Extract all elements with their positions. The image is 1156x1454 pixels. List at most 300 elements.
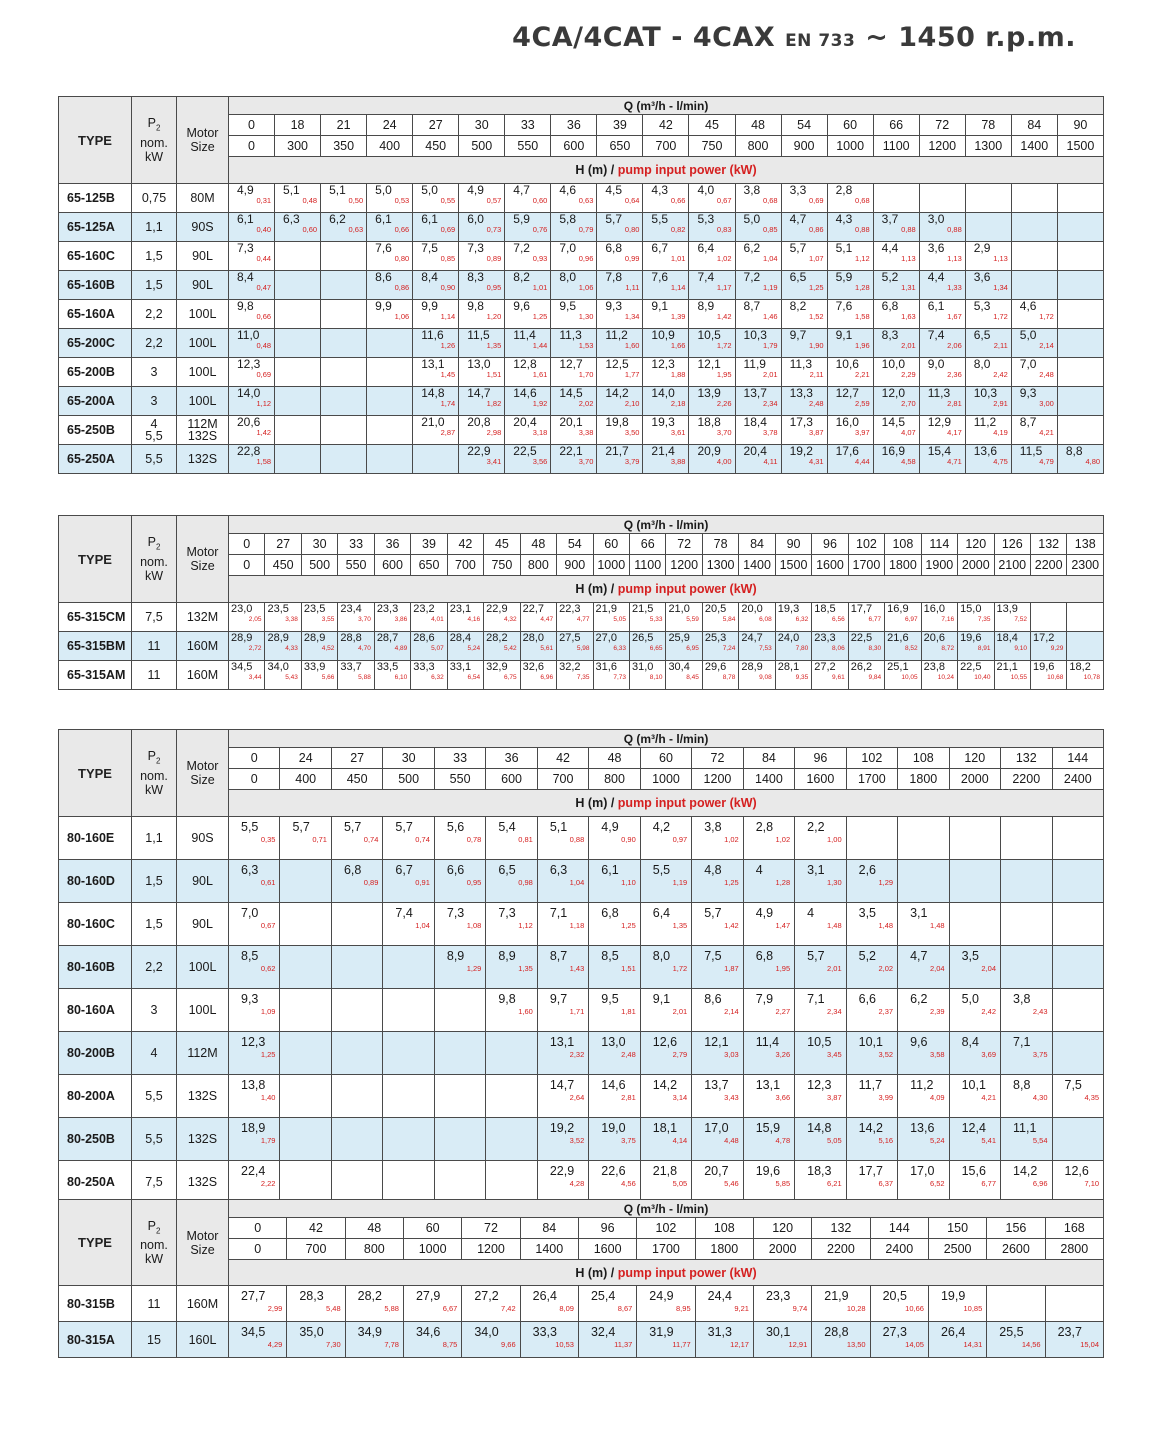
head-value: 10,3 — [973, 386, 998, 400]
flow-lmin-cell: 0 — [229, 555, 265, 576]
power-value: 8,91 — [977, 645, 991, 652]
power-value: 3,55 — [321, 616, 335, 623]
perf-cell — [873, 329, 919, 358]
head-value: 8,0 — [652, 949, 671, 963]
performance-table-80-315 — [58, 1199, 1104, 1358]
head-value: 6,6 — [446, 863, 465, 877]
power-value: 0,79 — [578, 225, 594, 234]
power-header — [132, 730, 177, 817]
perf-cell — [321, 242, 367, 271]
head-value: 12,0 — [881, 386, 906, 400]
power-value: 1,79 — [260, 1136, 276, 1145]
head-value: 7,5 — [1064, 1078, 1082, 1092]
flow-lmin-cell: 450 — [331, 769, 382, 790]
head-value: 12,9 — [927, 415, 952, 429]
performance-table-80-160-250 — [58, 729, 1104, 1204]
power-value: 3,03 — [724, 1050, 739, 1059]
power-value: 14,05 — [905, 1340, 924, 1349]
flow-m3h-cell: 36 — [551, 115, 597, 136]
perf-cell — [331, 989, 382, 1032]
motor-size: 132S — [177, 1118, 229, 1161]
power-value: 0,76 — [532, 225, 548, 234]
head-value: 21,5 — [631, 603, 654, 615]
head-value: 9,3 — [1019, 386, 1037, 400]
head-value: 23,1 — [449, 603, 472, 615]
perf-cell — [739, 661, 775, 690]
perf-cell — [689, 416, 735, 445]
head-label: H (m) / — [575, 582, 615, 596]
power-value: 5,24 — [929, 1136, 945, 1145]
motor-size: 90S — [177, 817, 229, 860]
perf-cell — [643, 242, 689, 271]
perf-cell — [345, 1286, 403, 1322]
perf-cell — [873, 271, 919, 300]
power-value: 14,31 — [963, 1340, 983, 1349]
head-value: 20,5 — [882, 1289, 907, 1303]
pump-type: 65-160A — [59, 300, 132, 329]
perf-cell — [229, 946, 280, 989]
flow-m3h-cell: 42 — [447, 534, 483, 555]
perf-cell — [919, 329, 965, 358]
pump-type: 65-160C — [59, 242, 132, 271]
power-value: 2,02 — [878, 964, 894, 973]
flow-lmin-cell: 2400 — [870, 1239, 928, 1260]
power-value: 1,43 — [569, 964, 585, 973]
power-value: 2,39 — [929, 1007, 945, 1016]
head-value: 22,9 — [549, 1164, 575, 1178]
head-value: 6,8 — [755, 949, 774, 963]
perf-cell — [505, 358, 551, 387]
table-row — [59, 817, 1104, 860]
flow-m3h-cell: 0 — [229, 1218, 287, 1239]
power-value: 0,89 — [363, 878, 379, 887]
head-value: 5,7 — [605, 212, 623, 226]
power-value: 1,12 — [855, 254, 870, 263]
head-value: 13,7 — [743, 386, 767, 400]
head-value: 12,3 — [237, 357, 261, 371]
power-value: 3,99 — [878, 1093, 894, 1102]
head-value: 3,5 — [858, 906, 877, 920]
perf-cell — [367, 271, 413, 300]
head-value: 25,9 — [668, 632, 690, 644]
head-value: 5,3 — [697, 212, 715, 226]
perf-cell — [898, 903, 949, 946]
power-value: 0,81 — [518, 835, 533, 844]
perf-cell — [629, 632, 665, 661]
perf-cell — [921, 603, 957, 632]
perf-cell — [321, 329, 367, 358]
head-value: 4,9 — [755, 906, 774, 920]
power-value: 8,10 — [649, 674, 663, 681]
perf-cell — [411, 661, 447, 690]
perf-cell — [695, 1286, 753, 1322]
perf-cell — [551, 213, 597, 242]
power-value: 2,11 — [993, 341, 1008, 350]
perf-cell — [1030, 632, 1066, 661]
head-value: 18,2 — [1069, 661, 1091, 673]
head-value: 8,7 — [549, 949, 568, 963]
perf-cell — [637, 1286, 695, 1322]
perf-cell — [965, 300, 1011, 329]
power-value: 2,79 — [672, 1050, 688, 1059]
perf-cell — [338, 603, 374, 632]
perf-cell — [331, 903, 382, 946]
power-value: 8,95 — [676, 1304, 691, 1313]
power-value: 2,42 — [993, 370, 1008, 379]
flow-m3h-cell: 42 — [643, 115, 689, 136]
perf-cell — [229, 1118, 280, 1161]
perf-cell — [1011, 271, 1057, 300]
power-value: 1,30 — [827, 878, 842, 887]
flow-m3h-cell: 132 — [1001, 748, 1052, 769]
table-row — [59, 358, 1104, 387]
head-value: 14,2 — [1013, 1164, 1038, 1178]
head-value: 8,2 — [789, 299, 807, 313]
flow-lmin-cell: 800 — [345, 1239, 403, 1260]
power-value: 1,48 — [878, 921, 894, 930]
head-value: 5,7 — [395, 820, 413, 834]
head-value: 33,3 — [413, 661, 435, 673]
perf-cell — [640, 1161, 691, 1204]
perf-cell — [873, 184, 919, 213]
table-row — [59, 1161, 1104, 1204]
perf-cell — [367, 329, 413, 358]
head-value: 12,8 — [513, 357, 537, 371]
flow-m3h-cell: 45 — [689, 115, 735, 136]
perf-cell — [486, 903, 537, 946]
perf-cell — [885, 661, 921, 690]
head-value: 9,3 — [241, 992, 259, 1006]
perf-cell — [743, 989, 794, 1032]
power-value: 3,97 — [855, 428, 870, 437]
power-value: 0,47 — [256, 283, 272, 292]
perf-cell — [1052, 860, 1104, 903]
perf-cell — [275, 213, 321, 242]
head-value: 3,3 — [789, 183, 807, 197]
power-value: 1,63 — [901, 312, 916, 321]
head-label: H (m) / — [575, 1265, 615, 1280]
table-row — [59, 1118, 1104, 1161]
perf-cell — [589, 1032, 640, 1075]
perf-cell — [434, 1118, 485, 1161]
power-value: 1,31 — [901, 283, 916, 292]
perf-cell — [640, 989, 691, 1032]
flow-m3h-cell: 84 — [743, 748, 794, 769]
head-value: 32,4 — [590, 1325, 616, 1339]
perf-cell — [597, 416, 643, 445]
power-value: 1,04 — [569, 878, 585, 887]
perf-cell — [593, 603, 629, 632]
power-value: 1,87 — [724, 964, 739, 973]
perf-cell — [287, 1322, 345, 1358]
power-value: 4,29 — [267, 1340, 283, 1349]
perf-cell — [1030, 603, 1066, 632]
power-value: 0,96 — [578, 254, 594, 263]
flow-m3h-cell: 114 — [921, 534, 957, 555]
power-value: 3,86 — [394, 616, 408, 623]
perf-cell — [643, 329, 689, 358]
head-power-header — [229, 157, 1104, 184]
perf-cell — [949, 817, 1000, 860]
table-row — [59, 1286, 1104, 1322]
perf-cell — [589, 860, 640, 903]
power-header — [132, 97, 177, 184]
head-value: 15,0 — [960, 603, 982, 615]
perf-cell — [666, 661, 702, 690]
head-value: 19,6 — [960, 632, 982, 644]
power-value: 0,91 — [415, 878, 430, 887]
perf-cell — [321, 300, 367, 329]
flow-m3h-cell: 30 — [459, 115, 505, 136]
head-value: 5,8 — [559, 212, 577, 226]
head-value: 27,0 — [595, 632, 617, 644]
power-value: 4,70 — [358, 645, 371, 652]
power-value: 2,05 — [248, 616, 262, 623]
head-value: 11,1 — [1013, 1121, 1037, 1135]
perf-cell — [949, 1161, 1000, 1204]
head-value: 13,9 — [996, 603, 1018, 615]
title-standard: EN 733 — [785, 31, 856, 51]
power-value: 0,68 — [855, 196, 870, 205]
power-value: 0,31 — [256, 196, 272, 205]
power-value: 1,02 — [724, 835, 739, 844]
perf-cell — [1011, 445, 1057, 474]
motor-size: 132S — [177, 1075, 229, 1118]
power-value: 0,61 — [260, 878, 276, 887]
power-value: 3,87 — [827, 1093, 842, 1102]
pump-power-kw-1: 4 — [150, 417, 158, 431]
head-value: 7,5 — [704, 949, 722, 963]
flow-lmin-cell: 1400 — [520, 1239, 578, 1260]
power-value: 1,29 — [466, 964, 482, 973]
power-value: 1,48 — [827, 921, 842, 930]
power-value: 2,22 — [260, 1179, 276, 1188]
power-value: 1,01 — [532, 283, 548, 292]
perf-cell — [229, 184, 275, 213]
perf-cell — [775, 603, 811, 632]
pump-power-kw-2: 5,5 — [145, 429, 163, 443]
power-value: 4,47 — [540, 616, 554, 623]
perf-cell — [781, 358, 827, 387]
power-value: 4,11 — [763, 457, 778, 466]
perf-cell — [1011, 358, 1057, 387]
perf-cell — [735, 416, 781, 445]
perf-cell — [692, 989, 743, 1032]
perf-cell — [987, 1322, 1045, 1358]
power-value: 3,52 — [878, 1050, 894, 1059]
perf-cell — [413, 184, 459, 213]
power-value: 9,08 — [759, 674, 772, 681]
perf-cell — [434, 860, 485, 903]
power-value: 1,79 — [762, 341, 778, 350]
head-value: 6,1 — [421, 212, 438, 226]
power-value: 5,46 — [724, 1179, 739, 1188]
power-value: 2,48 — [1039, 370, 1054, 379]
flow-lmin-cell: 450 — [265, 555, 301, 576]
perf-cell — [1011, 300, 1057, 329]
head-value: 5,6 — [446, 820, 465, 834]
head-value: 7,1 — [549, 906, 568, 920]
perf-cell — [557, 603, 593, 632]
perf-cell — [795, 1161, 846, 1204]
power-value: 6,65 — [649, 645, 663, 652]
perf-cell — [873, 358, 919, 387]
power-value: 1,06 — [394, 312, 410, 321]
perf-cell — [1001, 860, 1052, 903]
power-value: 10,68 — [1047, 674, 1064, 681]
perf-cell — [795, 1032, 846, 1075]
power-value: 1,12 — [256, 399, 272, 408]
power-value: 1,00 — [827, 835, 842, 844]
perf-cell — [265, 632, 301, 661]
head-value: 14,2 — [858, 1121, 883, 1135]
head-value: 6,7 — [395, 863, 413, 877]
perf-cell — [743, 817, 794, 860]
head-value: 28,9 — [267, 632, 289, 644]
flow-lmin-cell: 2100 — [994, 555, 1030, 576]
perf-cell — [537, 989, 588, 1032]
head-value: 6,1 — [927, 299, 945, 313]
perf-cell — [692, 946, 743, 989]
perf-cell — [280, 1075, 331, 1118]
perf-cell — [411, 632, 447, 661]
perf-cell — [589, 903, 640, 946]
table-row — [59, 242, 1104, 271]
perf-cell — [265, 661, 301, 690]
pump-power-kw: 2,2 — [132, 329, 177, 358]
perf-cell — [413, 358, 459, 387]
perf-cell — [459, 271, 505, 300]
power-value: 1,67 — [947, 312, 962, 321]
motor-label: Motor — [186, 545, 219, 559]
power-value: 8,06 — [832, 645, 845, 652]
power-value: 4,78 — [775, 1136, 791, 1145]
power-value: 5,98 — [576, 645, 590, 652]
title-speed: ~ 1450 r.p.m. — [865, 22, 1076, 53]
motor-size: 100L — [177, 329, 229, 358]
head-value: 11,4 — [513, 328, 536, 342]
head-value: 29,6 — [704, 661, 727, 673]
perf-cell — [753, 1322, 811, 1358]
power-value: 0,89 — [486, 254, 502, 263]
perf-cell — [846, 1032, 897, 1075]
power-value: 1,52 — [809, 312, 824, 321]
power-value: 5,05 — [827, 1136, 842, 1145]
head-value: 26,2 — [850, 661, 873, 673]
flow-lmin-cell: 1400 — [1011, 136, 1057, 157]
power-value: 1,09 — [260, 1007, 276, 1016]
power-value: 3,78 — [762, 428, 778, 437]
perf-cell — [331, 1118, 382, 1161]
head-value: 25,5 — [999, 1325, 1024, 1339]
flow-m3h-cell: 168 — [1045, 1218, 1103, 1239]
head-value: 10,1 — [858, 1035, 883, 1049]
perf-cell — [275, 242, 321, 271]
power-value: 2,70 — [901, 399, 916, 408]
flow-lmin-cell: 0 — [229, 1239, 287, 1260]
power-value: 5,48 — [326, 1304, 341, 1313]
head-value: 28,8 — [824, 1325, 849, 1339]
power-value: 0,69 — [809, 196, 824, 205]
power-value: 6,75 — [503, 674, 517, 681]
power-value: 2,26 — [716, 399, 732, 408]
size-label: Size — [190, 1242, 215, 1257]
flow-lmin-cell: 1000 — [403, 1239, 461, 1260]
perf-cell — [367, 387, 413, 416]
flow-m3h-cell: 72 — [462, 1218, 520, 1239]
head-label: H (m) / — [575, 163, 615, 177]
flow-m3h-cell: 108 — [885, 534, 921, 555]
power-value: 11,37 — [614, 1340, 633, 1349]
power-value: 0,88 — [569, 835, 585, 844]
head-value: 5,2 — [881, 270, 899, 284]
perf-cell — [1011, 387, 1057, 416]
flow-lmin-cell: 2400 — [1052, 769, 1104, 790]
perf-cell — [1067, 661, 1104, 690]
head-value: 6,8 — [601, 906, 619, 920]
power-value: 1,30 — [578, 312, 594, 321]
head-value: 32,9 — [486, 661, 508, 673]
power-value: 5,54 — [1032, 1136, 1048, 1145]
pump-type: 80-160B — [59, 946, 132, 989]
perf-cell — [301, 632, 337, 661]
flow-m3h-cell: 72 — [692, 748, 743, 769]
flow-lmin-cell: 400 — [367, 136, 413, 157]
power-value: 5,42 — [503, 645, 517, 652]
head-value: 5,7 — [789, 241, 807, 255]
perf-cell — [520, 661, 556, 690]
head-value: 4,6 — [559, 183, 577, 197]
perf-cell — [735, 387, 781, 416]
perf-cell — [413, 387, 459, 416]
power-value: 2,98 — [486, 428, 502, 437]
power-value: 10,40 — [974, 674, 991, 681]
head-value: 23,5 — [267, 603, 289, 615]
perf-cell — [1001, 903, 1052, 946]
flow-m3h-cell: 45 — [484, 534, 520, 555]
head-value: 5,0 — [1019, 328, 1037, 342]
power-value: 0,88 — [901, 225, 916, 234]
perf-cell — [520, 603, 556, 632]
power-value: 1,96 — [855, 341, 870, 350]
perf-cell — [1001, 817, 1052, 860]
motor-label: Motor — [186, 126, 219, 140]
power-value: 3,69 — [981, 1050, 997, 1059]
perf-cell — [919, 387, 965, 416]
power-value: 3,52 — [569, 1136, 585, 1145]
perf-cell — [743, 1118, 794, 1161]
perf-cell — [486, 860, 537, 903]
power-value: 3,38 — [285, 616, 298, 623]
perf-cell — [597, 213, 643, 242]
table-row — [59, 860, 1104, 903]
pump-type: 80-250A — [59, 1161, 132, 1204]
perf-cell — [689, 445, 735, 474]
perf-cell — [919, 184, 965, 213]
flow-m3h-cell: 30 — [383, 748, 434, 769]
pump-power-kw: 1,1 — [132, 817, 177, 860]
head-value: 18,9 — [241, 1121, 266, 1135]
perf-cell — [965, 416, 1011, 445]
head-value: 20,4 — [513, 415, 537, 429]
perf-cell — [597, 445, 643, 474]
perf-cell — [846, 860, 897, 903]
power-value: 4,79 — [1039, 457, 1054, 466]
perf-cell — [848, 632, 884, 661]
perf-cell — [781, 387, 827, 416]
perf-cell — [1001, 946, 1052, 989]
head-value: 4 — [755, 863, 763, 877]
